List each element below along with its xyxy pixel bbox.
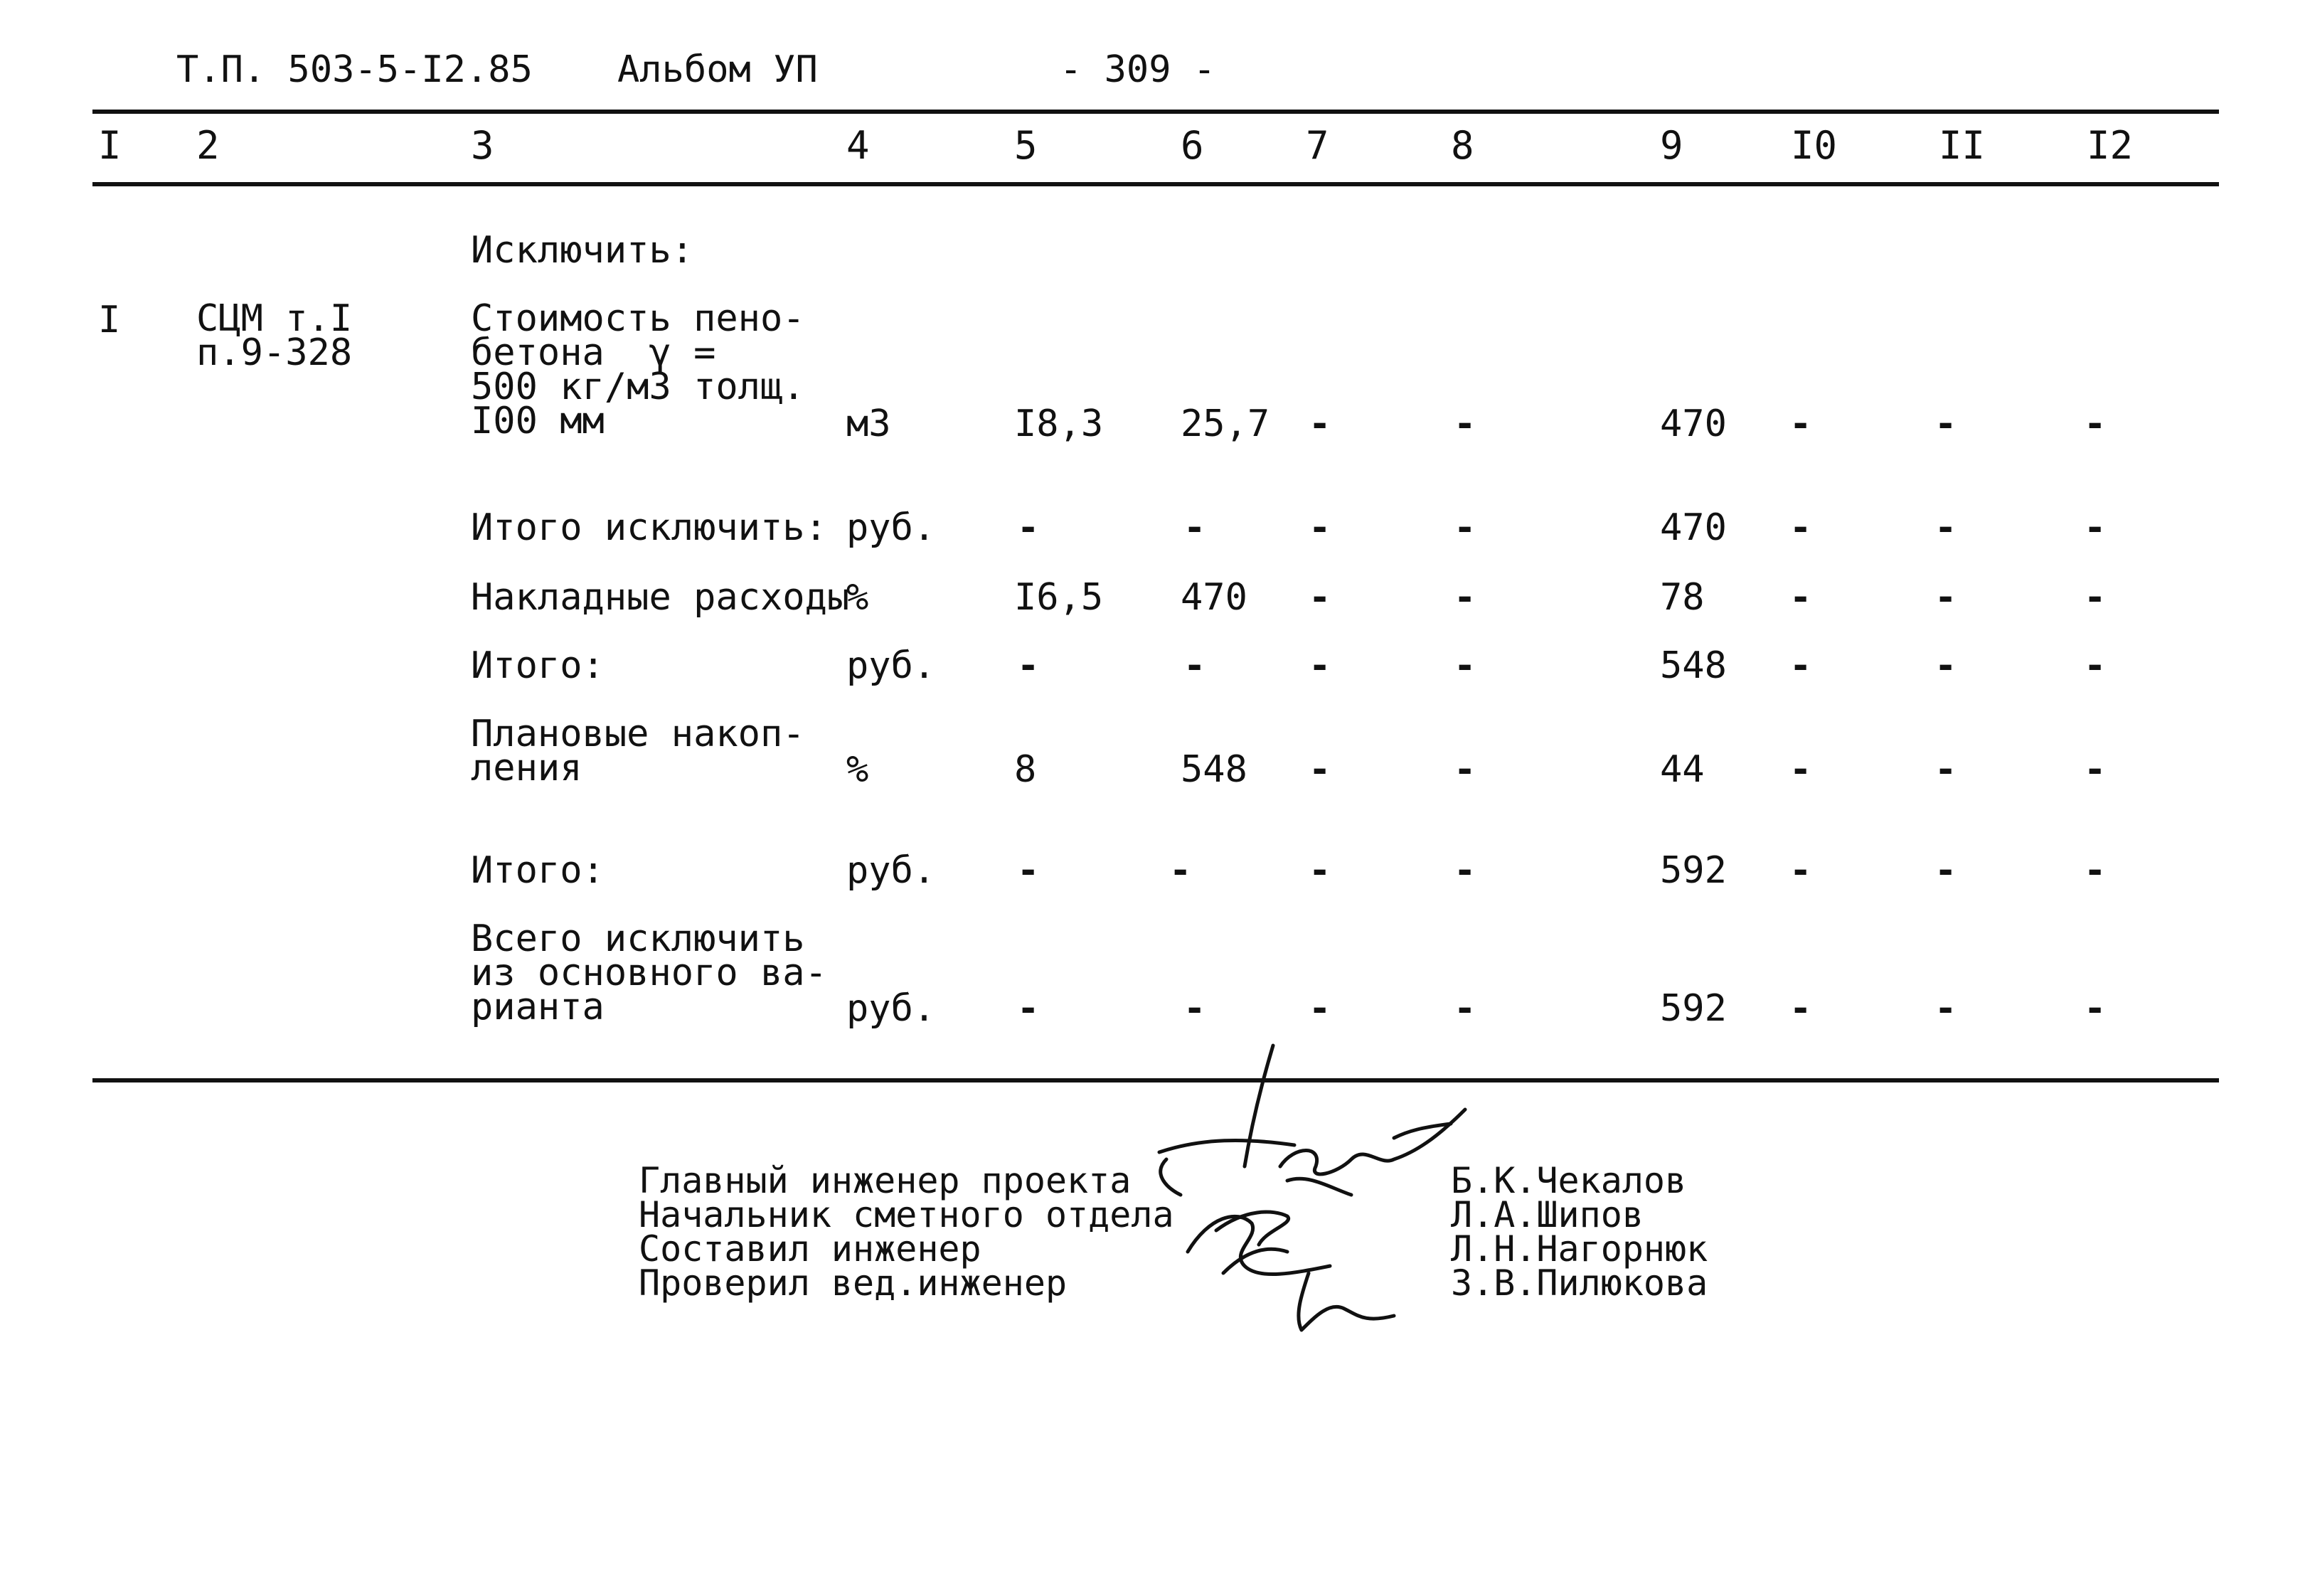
item-c11: -	[1934, 403, 1957, 445]
row-1-unit: руб.	[846, 506, 936, 549]
row-4-c11: -	[1934, 748, 1957, 791]
signer-name-pilyukova: З.В.Пилюкова	[1451, 1262, 1708, 1304]
row-1-c10: -	[1789, 506, 1812, 549]
signer-name-shipov: Л.А.Шипов	[1451, 1194, 1644, 1235]
col-11-number: II	[1939, 123, 1986, 168]
row-3-c7: -	[1309, 644, 1331, 687]
row-5-c7: -	[1309, 849, 1331, 892]
row-1-c8: -	[1454, 506, 1476, 549]
row-1-c7: -	[1309, 506, 1331, 549]
item-c7: -	[1309, 403, 1331, 445]
row-3-c10: -	[1789, 644, 1812, 687]
row-1-c9: 470	[1660, 506, 1727, 549]
row-2-c12: -	[2084, 576, 2107, 619]
item-unit: м3	[846, 403, 891, 445]
col-10-number: I0	[1791, 123, 1838, 168]
item-c9: 470	[1660, 403, 1727, 445]
row-2-unit: %	[846, 576, 869, 619]
row-2-desc: Накладные расходы	[471, 576, 850, 619]
col-4-number: 4	[846, 123, 870, 168]
album-label: Альбом УП	[617, 48, 818, 91]
row-3-unit: руб.	[846, 644, 936, 687]
row-3-c6: -	[1183, 644, 1206, 687]
row-5-c10: -	[1789, 849, 1812, 892]
row-6-c11: -	[1934, 987, 1957, 1030]
row-3-c12: -	[2084, 644, 2107, 687]
col-9-number: 9	[1660, 123, 1683, 168]
row-2-c9: 78	[1660, 576, 1705, 619]
col-7-number: 7	[1306, 123, 1329, 168]
row-1-c11: -	[1934, 506, 1957, 549]
row-4-c7: -	[1309, 748, 1331, 791]
page-number: - 309 -	[1060, 48, 1216, 91]
row-5-c9: 592	[1660, 849, 1727, 892]
col-12-number: I2	[2087, 123, 2134, 168]
item-c10: -	[1789, 403, 1812, 445]
row-4-c8: -	[1454, 748, 1476, 791]
col-5-number: 5	[1014, 123, 1038, 168]
signer-title-chief-engineer: Главный инженер проекта	[639, 1160, 1132, 1201]
item-c12: -	[2084, 403, 2107, 445]
row-1-c5: -	[1017, 506, 1040, 549]
item-number: I	[98, 299, 121, 341]
col-8-number: 8	[1451, 123, 1474, 168]
row-4-c5: 8	[1014, 748, 1037, 791]
row-5-c6: -	[1169, 849, 1192, 892]
signer-title-checker: Проверил вед.инженер	[639, 1262, 1068, 1304]
row-4-c9: 44	[1660, 748, 1705, 791]
row-5-c12: -	[2084, 849, 2107, 892]
col-6-number: 6	[1181, 123, 1204, 168]
row-4-c12: -	[2084, 748, 2107, 791]
item-c5: I8,3	[1014, 403, 1104, 445]
row-3-desc: Итого:	[471, 644, 605, 687]
row-6-c10: -	[1789, 987, 1812, 1030]
row-2-c11: -	[1934, 576, 1957, 619]
signer-name-chekalov: Б.К.Чекалов	[1451, 1160, 1687, 1201]
row-6-c12: -	[2084, 987, 2107, 1030]
row-2-c6: 470	[1181, 576, 1247, 619]
col-3-number: 3	[471, 123, 494, 168]
row-2-c5: I6,5	[1014, 576, 1104, 619]
row-4-unit: %	[846, 748, 869, 791]
row-2-c10: -	[1789, 576, 1812, 619]
signer-name-nagornyuk: Л.Н.Нагорнюк	[1451, 1228, 1708, 1270]
row-4-desc: Плановые накоп- ления	[471, 713, 805, 789]
section-title: Исключить:	[471, 229, 694, 272]
item-c8: -	[1454, 403, 1476, 445]
row-1-c6: -	[1183, 506, 1206, 549]
row-5-c8: -	[1454, 849, 1476, 892]
row-3-c9: 548	[1660, 644, 1727, 687]
col-1-number: I	[98, 123, 122, 168]
row-3-c5: -	[1017, 644, 1040, 687]
handwritten-signatures	[1138, 1038, 1536, 1337]
row-6-c6: -	[1183, 987, 1206, 1030]
row-6-unit: руб.	[846, 987, 936, 1030]
row-1-desc: Итого исключить:	[471, 506, 827, 549]
row-5-c11: -	[1934, 849, 1957, 892]
row-3-c11: -	[1934, 644, 1957, 687]
column-header-rule	[92, 182, 2219, 186]
top-rule	[92, 110, 2219, 114]
row-3-c8: -	[1454, 644, 1476, 687]
row-6-c8: -	[1454, 987, 1476, 1030]
signer-title-estimate-head: Начальник сметного отдела	[639, 1194, 1174, 1235]
doc-code: Т.П. 503-5-I2.85	[176, 48, 533, 91]
row-4-c10: -	[1789, 748, 1812, 791]
col-2-number: 2	[196, 123, 220, 168]
item-description: Стоимость пено- бетона γ = 500 кг/м3 толщ. I00 мм	[471, 297, 805, 442]
row-6-c5: -	[1017, 987, 1040, 1030]
row-1-c12: -	[2084, 506, 2107, 549]
signer-title-compiler: Составил инженер	[639, 1228, 981, 1270]
row-5-desc: Итого:	[471, 849, 605, 892]
row-2-c7: -	[1309, 576, 1331, 619]
row-6-c7: -	[1309, 987, 1331, 1030]
row-5-unit: руб.	[846, 849, 936, 892]
row-5-c5: -	[1017, 849, 1040, 892]
item-c6: 25,7	[1181, 403, 1270, 445]
item-reference: СЦМ т.I п.9-328	[196, 297, 353, 374]
row-2-c8: -	[1454, 576, 1476, 619]
row-6-c9: 592	[1660, 987, 1727, 1030]
row-4-c6: 548	[1181, 748, 1247, 791]
row-6-desc: Всего исключить из основного ва- рианта	[471, 917, 827, 1028]
